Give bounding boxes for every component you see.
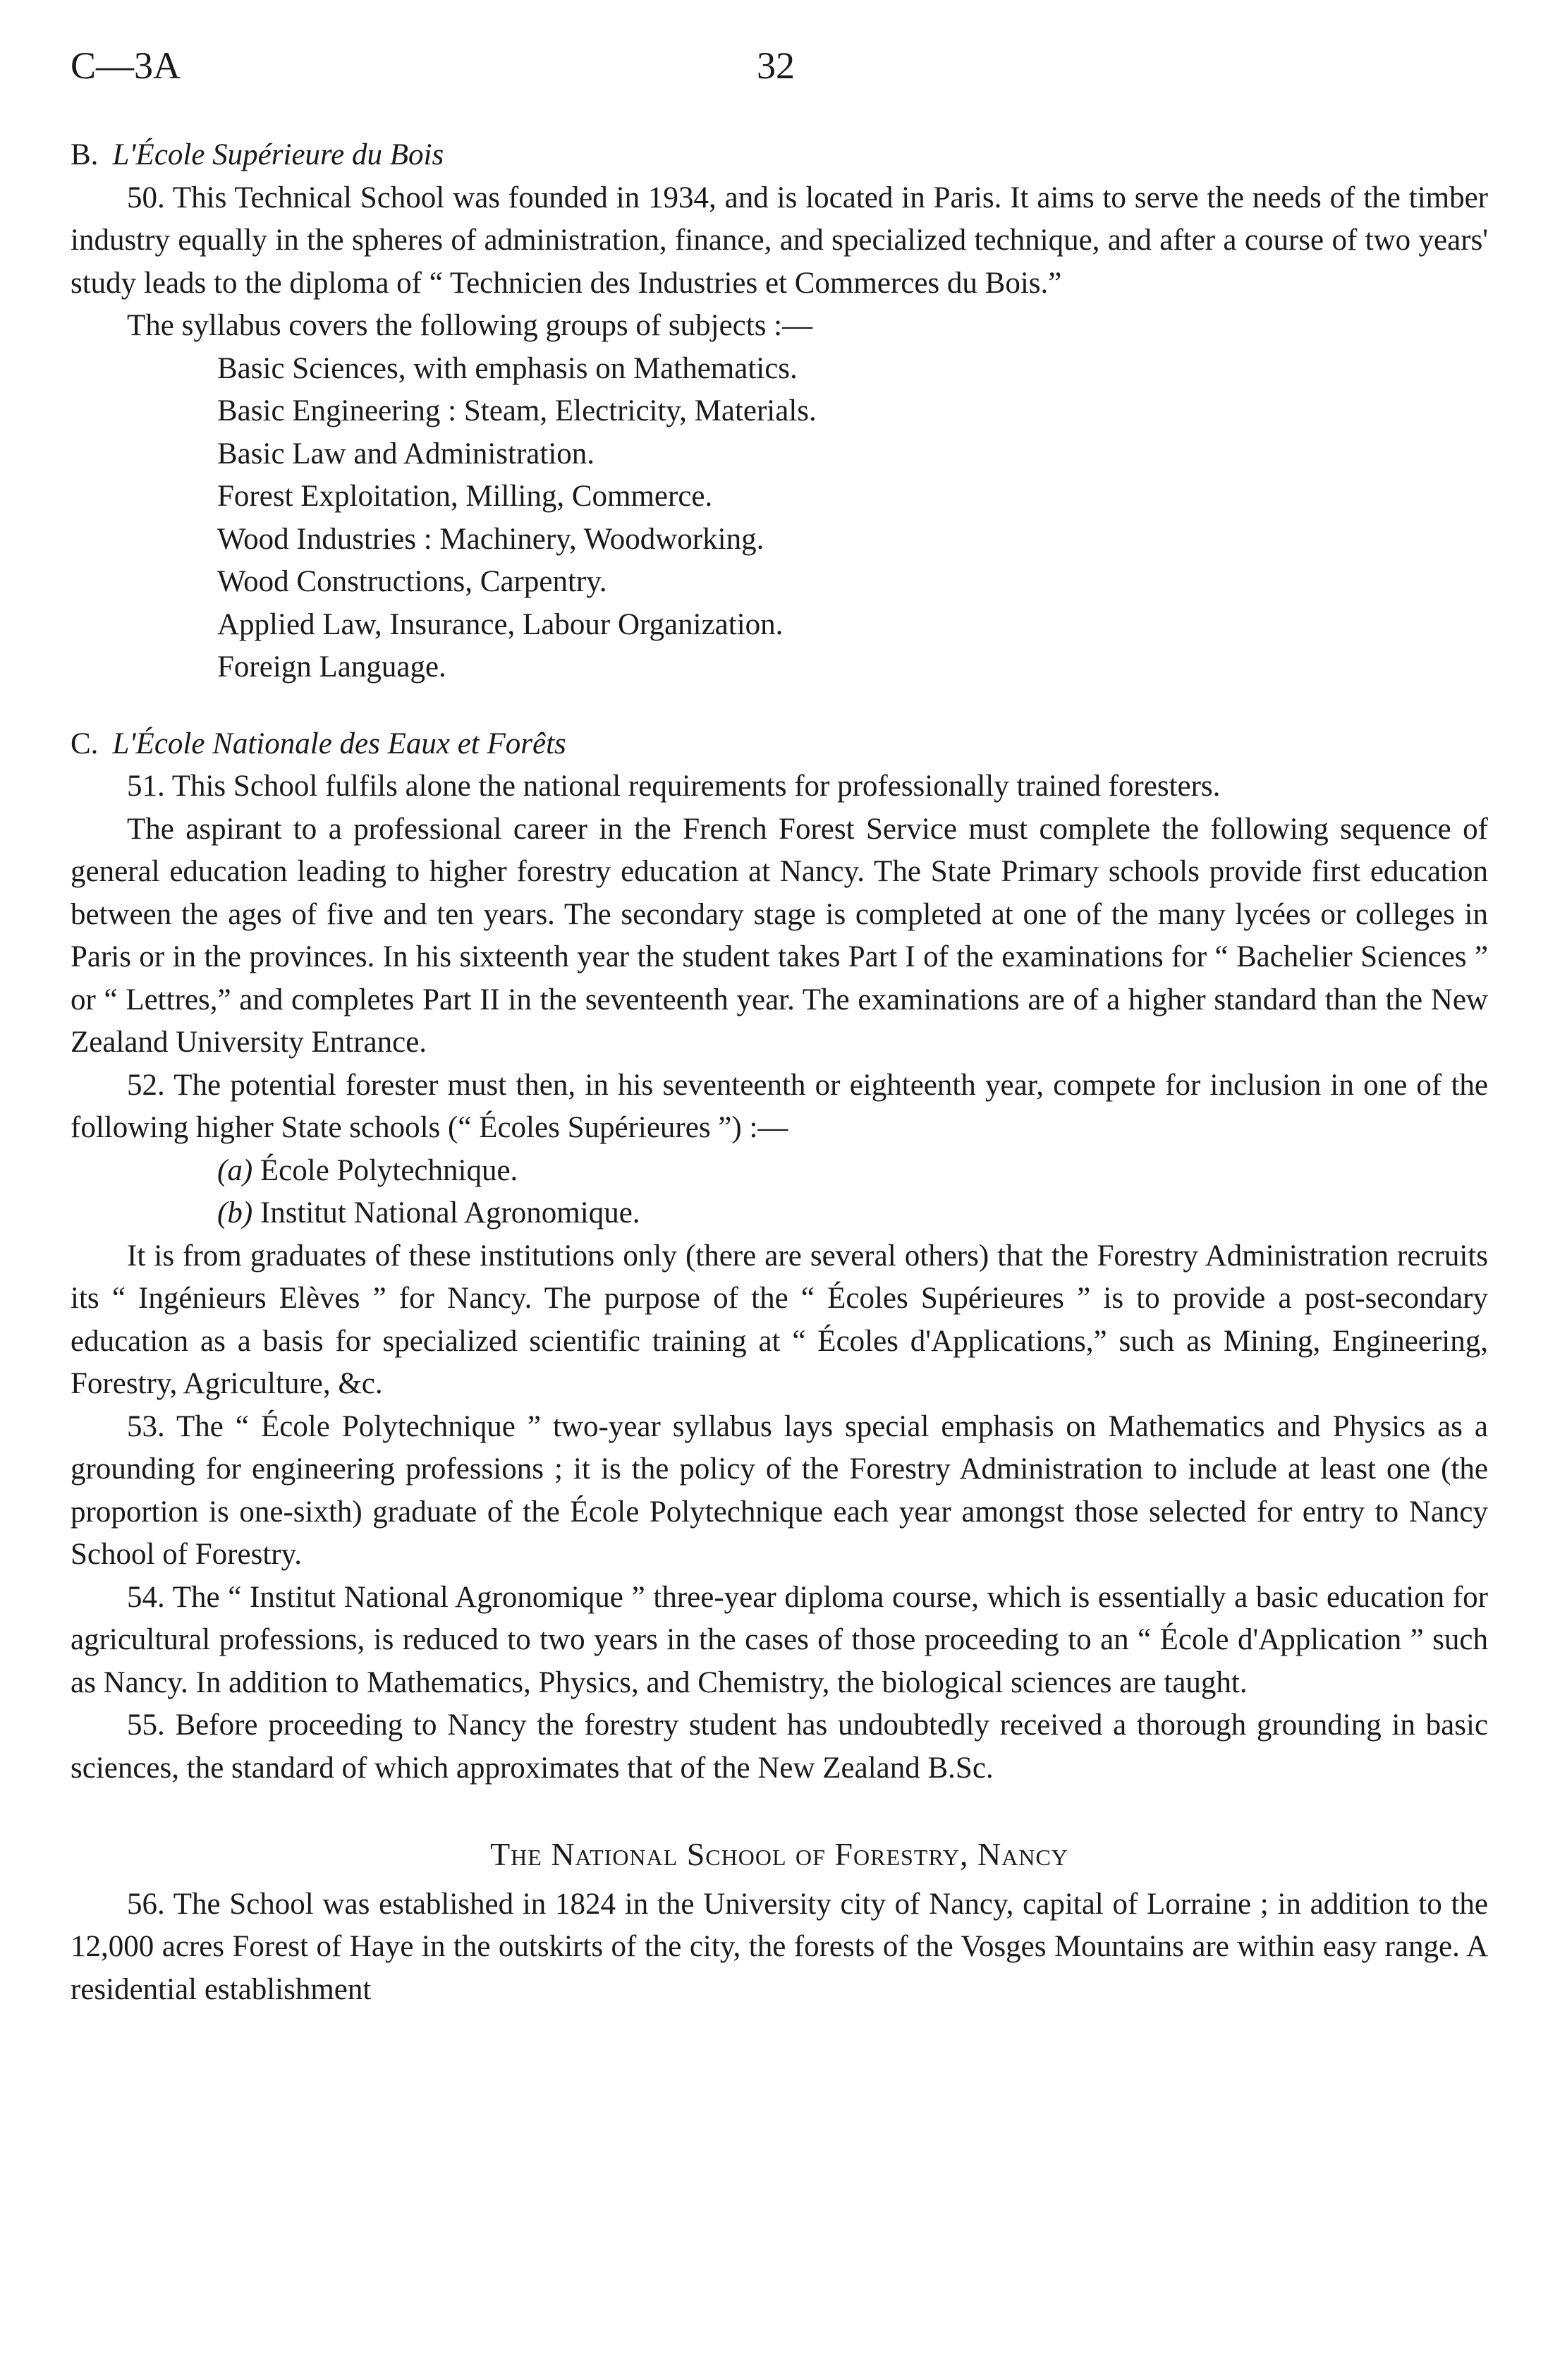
section-c-heading	[71, 723, 1488, 766]
list-item-label: (b)	[217, 1196, 253, 1230]
list-item: Applied Law, Insurance, Labour Organization.	[217, 607, 784, 641]
section-c-title: L'École Nationale des Eaux et Forêts	[112, 727, 566, 760]
document-code: C—3A	[71, 44, 181, 87]
list-item-text: École Polytechnique.	[260, 1153, 518, 1187]
list-item: Basic Engineering : Steam, Electricity, Materials.	[217, 394, 817, 427]
list-item: Foreign Language.	[217, 650, 446, 684]
nancy-heading: The National School of Forestry, Nancy	[490, 1836, 1068, 1872]
list-item: Wood Constructions, Carpentry.	[217, 565, 607, 598]
section-b-heading	[71, 134, 1488, 177]
paragraph-53: 53. The “ École Polytechnique ” two-year syllabus lays special emphasis on Mathematics and Physics as a grounding for engineering professions ; it is the policy of the Forestry Administration to include at least one (the proportion is one-sixth) graduate of the École Polytechnique each year amongst those selected for entry to Nancy School of Forestry.	[71, 1409, 1488, 1571]
paragraph-51: 51. This School fulfils alone the national requirements for professionally trained foresters.	[127, 770, 1221, 803]
paragraph-50: 50. This Technical School was founded in 1934, and is located in Paris. It aims to serve the needs of the timber industry equally in the spheres of administration, finance, and specialized technique, and after a course of two years' study leads to the diploma of “ Technicien des Industries et Commerces du Bois.”	[71, 181, 1488, 300]
page-content	[71, 134, 1488, 2011]
syllabus-intro: The syllabus covers the following groups of subjects :—	[127, 309, 813, 342]
section-b-title: L'École Supérieure du Bois	[112, 138, 444, 171]
list-item: Wood Industries : Machinery, Woodworking.	[217, 522, 764, 556]
list-item-text: Institut National Agronomique.	[260, 1196, 640, 1230]
list-item: Forest Exploitation, Milling, Commerce.	[217, 480, 713, 513]
section-c-letter: C.	[71, 727, 99, 760]
section-b-letter: B.	[71, 138, 99, 171]
page-header	[71, 44, 1481, 86]
paragraph-56: 56. The School was established in 1824 in the University city of Nancy, capital of Lorraine ; in addition to the 12,000 acres Forest of Haye in the outskirts of the city, the forests of the Vosges Mountains are within easy range. A residential establishment	[71, 1887, 1488, 2006]
section-gap	[71, 689, 1488, 723]
list-item: Basic Law and Administration.	[217, 437, 595, 470]
syllabus-list	[71, 348, 1488, 689]
list-item	[217, 1150, 1488, 1193]
list-item: Basic Sciences, with emphasis on Mathematics.	[217, 351, 798, 385]
higher-schools-list	[71, 1150, 1488, 1235]
page-number: 32	[757, 44, 795, 87]
paragraph-55: 55. Before proceeding to Nancy the forestry student has undoubtedly received a thorough grounding in basic sciences, the standard of which approximates that of the New Zealand B.Sc.	[71, 1708, 1488, 1785]
paragraph-52-continued: It is from graduates of these institutions only (there are several others) that the Forestry Administration recruits its “ Ingénieurs Elèves ” for Nancy. The purpose of the “ Écoles Supérieures ” is to provide a post-secondary education as a basis for specialized scientific training at “ Écoles d'Applications,” such as Mining, Engineering, Forestry, Agriculture, &c.	[71, 1239, 1488, 1400]
paragraph-51-continued: The aspirant to a professional career in the French Forest Service must complete the following sequence of general education leading to higher forestry education at Nancy. The State Primary schools provide first education between the ages of five and ten years. The secondary stage is completed at one of the many lycées or colleges in Paris or in the provinces. In his sixteenth year the student takes Part I of the examinations for “ Bachelier Sciences ” or “ Lettres,” and completes Part II in the seventeenth year. The examinations are of a higher standard than the New Zealand University Entrance.	[71, 812, 1488, 1059]
list-item	[217, 1192, 1488, 1235]
paragraph-54: 54. The “ Institut National Agronomique ” three-year diploma course, which is essentially a basic education for agricultural professions, is reduced to two years in the cases of those proceeding to an “ École d'Application ” such as Nancy. In addition to Mathematics, Physics, and Chemistry, the biological sciences are taught.	[71, 1580, 1488, 1699]
list-item-label: (a)	[217, 1153, 253, 1187]
paragraph-52: 52. The potential forester must then, in his seventeenth or eighteenth year, compete for inclusion in one of the following higher State schools (“ Écoles Supérieures ”) :—	[71, 1068, 1488, 1144]
